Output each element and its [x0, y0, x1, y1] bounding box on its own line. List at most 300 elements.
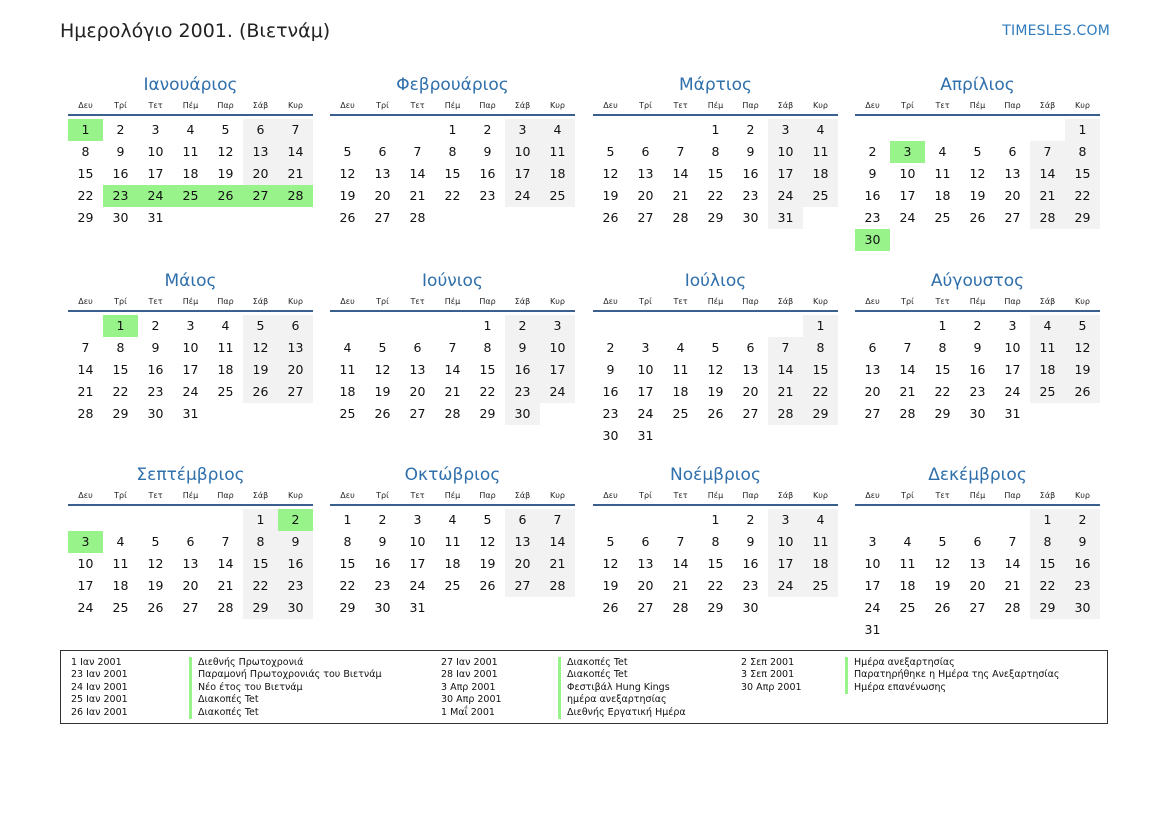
day-cell: 15	[1065, 163, 1100, 185]
legend-date: 24 Ιαν 2001	[71, 681, 128, 693]
month-name: Φεβρουάριος	[396, 75, 509, 95]
empty-cell	[960, 509, 995, 531]
day-cell: 24	[540, 381, 575, 403]
day-cell: 24	[864, 600, 881, 615]
day-cell: 30	[742, 600, 759, 615]
weekday-label: Τετ	[935, 101, 950, 110]
month-9	[68, 463, 313, 619]
day-grid	[330, 119, 575, 229]
day-cell: 28	[540, 575, 575, 597]
day-cell: 27	[637, 210, 654, 225]
day-cell: 8	[1065, 141, 1100, 163]
day-cell: 10	[182, 340, 199, 355]
holiday-day-cell: 23	[103, 185, 138, 207]
day-cell: 5	[973, 144, 982, 159]
day-cell: 20	[637, 578, 654, 593]
day-grid	[330, 509, 575, 619]
day-cell: 28	[217, 600, 234, 615]
weekday-label: Δευ	[865, 491, 880, 500]
day-cell: 16	[112, 166, 129, 181]
weekday-header	[68, 293, 313, 312]
day-cell: 9	[378, 534, 387, 549]
day-cell: 13	[374, 166, 391, 181]
day-cell: 21	[1030, 185, 1065, 207]
legend-holiday-name: Διακοπές Tet	[558, 657, 628, 670]
day-cell: 15	[803, 359, 838, 381]
day-cell: 12	[147, 556, 164, 571]
day-cell: 9	[973, 340, 982, 355]
weekday-label: Κυρ	[1075, 101, 1090, 110]
holiday-day-cell: 27	[243, 185, 278, 207]
day-cell: 27	[505, 575, 540, 597]
empty-cell	[663, 315, 698, 337]
day-cell: 12	[707, 362, 724, 377]
day-cell: 13	[742, 362, 759, 377]
day-cell: 4	[803, 119, 838, 141]
day-cell: 5	[378, 340, 387, 355]
day-cell: 4	[540, 119, 575, 141]
day-cell: 14	[278, 141, 313, 163]
legend-holiday-name: Παρατηρήθηκε η Ημέρα της Ανεξαρτησίας	[845, 669, 1059, 682]
empty-cell	[400, 315, 435, 337]
month-name: Οκτώβριος	[404, 465, 501, 485]
empty-cell	[330, 119, 365, 141]
day-cell: 28	[409, 210, 426, 225]
day-cell: 6	[973, 534, 982, 549]
empty-cell	[628, 315, 663, 337]
day-cell: 4	[1030, 315, 1065, 337]
weekday-label: Σάβ	[1039, 491, 1056, 500]
weekday-header	[593, 487, 838, 506]
day-cell: 8	[448, 144, 457, 159]
day-cell: 11	[803, 141, 838, 163]
day-cell: 22	[112, 384, 129, 399]
day-cell: 13	[637, 166, 654, 181]
weekday-label: Παρ	[1004, 297, 1021, 306]
month-5	[68, 269, 313, 425]
day-cell: 19	[969, 188, 986, 203]
month-11	[593, 463, 838, 619]
site-link[interactable]: TIMESLES.COM	[1002, 23, 1110, 39]
day-cell: 22	[707, 578, 724, 593]
day-cell: 26	[243, 381, 278, 403]
weekday-label: Πέμ	[969, 491, 986, 500]
day-cell: 4	[343, 340, 352, 355]
empty-cell	[890, 315, 925, 337]
month-1	[68, 73, 313, 229]
day-cell: 8	[243, 531, 278, 553]
day-cell: 11	[444, 534, 461, 549]
day-cell: 25	[339, 406, 356, 421]
day-cell: 22	[934, 384, 951, 399]
legend-holiday-name: Ημέρα επανένωσης	[845, 682, 946, 695]
month-name: Ιούλιος	[684, 271, 747, 291]
legend-date: 27 Ιαν 2001	[441, 657, 498, 668]
day-cell: 4	[803, 509, 838, 531]
weekday-label: Πέμ	[182, 297, 199, 306]
day-cell: 22	[1030, 575, 1065, 597]
legend-date: 3 Απρ 2001	[441, 681, 496, 693]
day-cell: 6	[505, 509, 540, 531]
legend-date: 26 Ιαν 2001	[71, 706, 128, 718]
weekday-label: Δευ	[78, 297, 93, 306]
day-grid	[855, 315, 1100, 425]
month-7	[593, 269, 838, 447]
day-cell: 9	[505, 337, 540, 359]
weekday-label: Κυρ	[550, 297, 565, 306]
day-cell: 28	[672, 600, 689, 615]
weekday-label: Πέμ	[182, 101, 199, 110]
day-cell: 28	[1030, 207, 1065, 229]
day-cell: 28	[77, 406, 94, 421]
weekday-label: Δευ	[865, 297, 880, 306]
weekday-label: Δευ	[603, 101, 618, 110]
month-name: Σεπτέμβριος	[136, 465, 245, 485]
day-grid	[855, 509, 1100, 641]
legend-holiday-name: Παραμονή Πρωτοχρονιάς του Βιετνάμ	[189, 669, 382, 682]
day-cell: 19	[1065, 359, 1100, 381]
empty-cell	[890, 509, 925, 531]
day-cell: 15	[112, 362, 129, 377]
weekday-header	[68, 97, 313, 116]
day-cell: 7	[221, 534, 230, 549]
holiday-day-cell: 24	[138, 185, 173, 207]
day-cell: 21	[278, 163, 313, 185]
day-cell: 11	[540, 141, 575, 163]
day-cell: 24	[77, 600, 94, 615]
day-grid	[855, 119, 1100, 251]
day-cell: 13	[864, 362, 881, 377]
day-cell: 15	[934, 362, 951, 377]
weekday-label: Τετ	[148, 297, 163, 306]
day-cell: 3	[151, 122, 160, 137]
day-cell: 31	[147, 210, 164, 225]
empty-cell	[365, 119, 400, 141]
day-cell: 10	[77, 556, 94, 571]
day-cell: 20	[409, 384, 426, 399]
empty-cell	[103, 509, 138, 531]
empty-cell	[855, 315, 890, 337]
holiday-day-cell: 3	[890, 141, 925, 163]
day-cell: 6	[868, 340, 877, 355]
weekday-label: Σάβ	[252, 101, 269, 110]
day-cell: 9	[1065, 531, 1100, 553]
month-10	[330, 463, 575, 619]
weekday-label: Τετ	[673, 297, 688, 306]
day-cell: 14	[409, 166, 426, 181]
day-cell: 4	[116, 534, 125, 549]
day-cell: 30	[1065, 597, 1100, 619]
day-cell: 14	[899, 362, 916, 377]
empty-cell	[593, 509, 628, 531]
day-cell: 2	[1065, 509, 1100, 531]
weekday-label: Παρ	[742, 491, 759, 500]
day-cell: 12	[602, 166, 619, 181]
weekday-label: Παρ	[479, 297, 496, 306]
day-grid	[593, 119, 838, 229]
day-cell: 25	[1030, 381, 1065, 403]
day-cell: 10	[899, 166, 916, 181]
empty-cell	[628, 119, 663, 141]
weekday-label: Τετ	[410, 491, 425, 500]
day-cell: 9	[483, 144, 492, 159]
day-cell: 29	[1065, 207, 1100, 229]
day-cell: 6	[641, 144, 650, 159]
weekday-label: Σάβ	[1039, 297, 1056, 306]
weekday-label: Τετ	[673, 101, 688, 110]
day-cell: 26	[339, 210, 356, 225]
day-cell: 8	[803, 337, 838, 359]
day-cell: 16	[374, 556, 391, 571]
legend-holiday-name: Διεθνής Εργατική Ημέρα	[558, 707, 686, 720]
empty-cell	[330, 315, 365, 337]
day-cell: 8	[1030, 531, 1065, 553]
day-cell: 26	[707, 406, 724, 421]
day-cell: 13	[1004, 166, 1021, 181]
day-cell: 16	[742, 166, 759, 181]
day-cell: 31	[768, 207, 803, 229]
day-cell: 29	[1030, 597, 1065, 619]
legend-date: 23 Ιαν 2001	[71, 669, 128, 681]
day-cell: 25	[899, 600, 916, 615]
day-cell: 21	[409, 188, 426, 203]
day-cell: 20	[1004, 188, 1021, 203]
legend-holiday-name: ημέρα ανεξαρτησίας	[558, 694, 667, 707]
day-cell: 28	[1004, 600, 1021, 615]
day-cell: 30	[112, 210, 129, 225]
empty-cell	[995, 119, 1030, 141]
weekday-label: Τετ	[410, 297, 425, 306]
day-cell: 14	[540, 531, 575, 553]
weekday-label: Τρί	[376, 297, 389, 306]
day-cell: 12	[374, 362, 391, 377]
day-cell: 8	[343, 534, 352, 549]
day-cell: 18	[112, 578, 129, 593]
month-2	[330, 73, 575, 229]
weekday-label: Τετ	[148, 101, 163, 110]
day-cell: 28	[768, 403, 803, 425]
day-cell: 30	[505, 403, 540, 425]
day-cell: 27	[969, 600, 986, 615]
weekday-label: Δευ	[78, 491, 93, 500]
day-cell: 1	[938, 318, 947, 333]
day-cell: 20	[864, 384, 881, 399]
day-grid	[593, 315, 838, 447]
day-cell: 7	[1008, 534, 1017, 549]
day-cell: 23	[374, 578, 391, 593]
day-cell: 22	[339, 578, 356, 593]
day-cell: 11	[672, 362, 689, 377]
day-cell: 25	[803, 575, 838, 597]
weekday-header	[593, 293, 838, 312]
day-cell: 22	[444, 188, 461, 203]
weekday-label: Κυρ	[550, 491, 565, 500]
weekday-label: Σάβ	[252, 491, 269, 500]
empty-cell	[173, 509, 208, 531]
day-cell: 17	[637, 384, 654, 399]
day-cell: 5	[343, 144, 352, 159]
day-cell: 26	[374, 406, 391, 421]
day-grid	[593, 509, 838, 619]
day-cell: 6	[278, 315, 313, 337]
day-cell: 17	[864, 578, 881, 593]
day-cell: 15	[1030, 553, 1065, 575]
day-cell: 29	[707, 210, 724, 225]
day-cell: 8	[116, 340, 125, 355]
day-cell: 2	[483, 122, 492, 137]
day-cell: 22	[243, 575, 278, 597]
weekday-label: Τετ	[673, 491, 688, 500]
day-cell: 28	[899, 406, 916, 421]
day-cell: 22	[479, 384, 496, 399]
day-cell: 29	[77, 210, 94, 225]
holiday-day-cell: 25	[173, 185, 208, 207]
month-3	[593, 73, 838, 229]
day-cell: 11	[899, 556, 916, 571]
day-cell: 7	[413, 144, 422, 159]
day-cell: 11	[339, 362, 356, 377]
day-cell: 20	[505, 553, 540, 575]
day-cell: 17	[899, 188, 916, 203]
holiday-day-cell: 30	[855, 229, 890, 251]
day-cell: 5	[151, 534, 160, 549]
weekday-label: Σάβ	[777, 491, 794, 500]
day-cell: 20	[243, 163, 278, 185]
day-cell: 10	[637, 362, 654, 377]
day-cell: 29	[934, 406, 951, 421]
day-cell: 15	[77, 166, 94, 181]
day-cell: 4	[938, 144, 947, 159]
day-cell: 7	[676, 534, 685, 549]
empty-cell	[925, 119, 960, 141]
day-cell: 19	[374, 384, 391, 399]
day-cell: 14	[1030, 163, 1065, 185]
legend-holiday-name: Διακοπές Tet	[558, 669, 628, 682]
day-cell: 5	[243, 315, 278, 337]
day-cell: 3	[413, 512, 422, 527]
day-cell: 10	[768, 141, 803, 163]
day-cell: 11	[934, 166, 951, 181]
day-cell: 5	[483, 512, 492, 527]
holiday-day-cell: 3	[68, 531, 103, 553]
weekday-label: Δευ	[603, 297, 618, 306]
day-cell: 28	[672, 210, 689, 225]
weekday-label: Πέμ	[969, 297, 986, 306]
weekday-label: Πέμ	[707, 491, 724, 500]
day-cell: 24	[637, 406, 654, 421]
weekday-label: Τρί	[376, 101, 389, 110]
empty-cell	[208, 509, 243, 531]
day-cell: 10	[409, 534, 426, 549]
weekday-header	[330, 487, 575, 506]
empty-cell	[698, 315, 733, 337]
month-name: Αύγουστος	[930, 271, 1025, 291]
day-cell: 10	[505, 141, 540, 163]
day-cell: 22	[1065, 185, 1100, 207]
weekday-label: Παρ	[742, 297, 759, 306]
day-cell: 5	[606, 144, 615, 159]
weekday-label: Τρί	[114, 491, 127, 500]
day-cell: 21	[672, 578, 689, 593]
day-cell: 15	[339, 556, 356, 571]
weekday-label: Κυρ	[288, 297, 303, 306]
legend-date: 30 Απρ 2001	[741, 681, 802, 693]
day-cell: 22	[707, 188, 724, 203]
day-cell: 6	[746, 340, 755, 355]
day-cell: 25	[803, 185, 838, 207]
day-cell: 9	[116, 144, 125, 159]
weekday-label: Σάβ	[514, 491, 531, 500]
day-cell: 8	[711, 534, 720, 549]
day-cell: 16	[505, 359, 540, 381]
day-cell: 25	[444, 578, 461, 593]
day-cell: 23	[1065, 575, 1100, 597]
day-cell: 19	[602, 188, 619, 203]
weekday-label: Σάβ	[1039, 101, 1056, 110]
day-cell: 6	[413, 340, 422, 355]
day-cell: 12	[969, 166, 986, 181]
day-cell: 23	[864, 210, 881, 225]
month-name: Ιανουάριος	[143, 75, 238, 95]
day-cell: 20	[278, 359, 313, 381]
day-cell: 1	[1030, 509, 1065, 531]
day-cell: 18	[803, 163, 838, 185]
day-cell: 10	[540, 337, 575, 359]
day-cell: 11	[182, 144, 199, 159]
day-cell: 6	[243, 119, 278, 141]
day-cell: 1	[243, 509, 278, 531]
empty-cell	[733, 315, 768, 337]
day-cell: 24	[768, 575, 803, 597]
day-grid	[68, 315, 313, 425]
weekday-label: Τρί	[376, 491, 389, 500]
day-cell: 2	[973, 318, 982, 333]
day-cell: 13	[278, 337, 313, 359]
weekday-label: Κυρ	[288, 491, 303, 500]
weekday-header	[68, 487, 313, 506]
day-cell: 21	[768, 381, 803, 403]
day-cell: 13	[243, 141, 278, 163]
weekday-label: Παρ	[1004, 491, 1021, 500]
weekday-label: Πέμ	[182, 491, 199, 500]
day-cell: 14	[672, 556, 689, 571]
day-cell: 27	[637, 600, 654, 615]
day-cell: 27	[1004, 210, 1021, 225]
empty-cell	[138, 509, 173, 531]
month-name: Δεκέμβριος	[928, 465, 1027, 485]
day-cell: 3	[505, 119, 540, 141]
day-cell: 19	[707, 384, 724, 399]
day-cell: 24	[1004, 384, 1021, 399]
day-cell: 23	[505, 381, 540, 403]
empty-cell	[628, 509, 663, 531]
day-cell: 7	[676, 144, 685, 159]
day-cell: 8	[938, 340, 947, 355]
weekday-label: Παρ	[479, 491, 496, 500]
day-cell: 18	[182, 166, 199, 181]
legend-holiday-name: Διακοπές Tet	[189, 694, 259, 707]
month-12	[855, 463, 1100, 641]
day-cell: 13	[637, 556, 654, 571]
day-cell: 2	[378, 512, 387, 527]
weekday-label: Τρί	[901, 297, 914, 306]
day-cell: 4	[448, 512, 457, 527]
day-cell: 23	[278, 575, 313, 597]
day-cell: 14	[77, 362, 94, 377]
day-cell: 19	[339, 188, 356, 203]
weekday-label: Κυρ	[813, 491, 828, 500]
empty-cell	[855, 509, 890, 531]
